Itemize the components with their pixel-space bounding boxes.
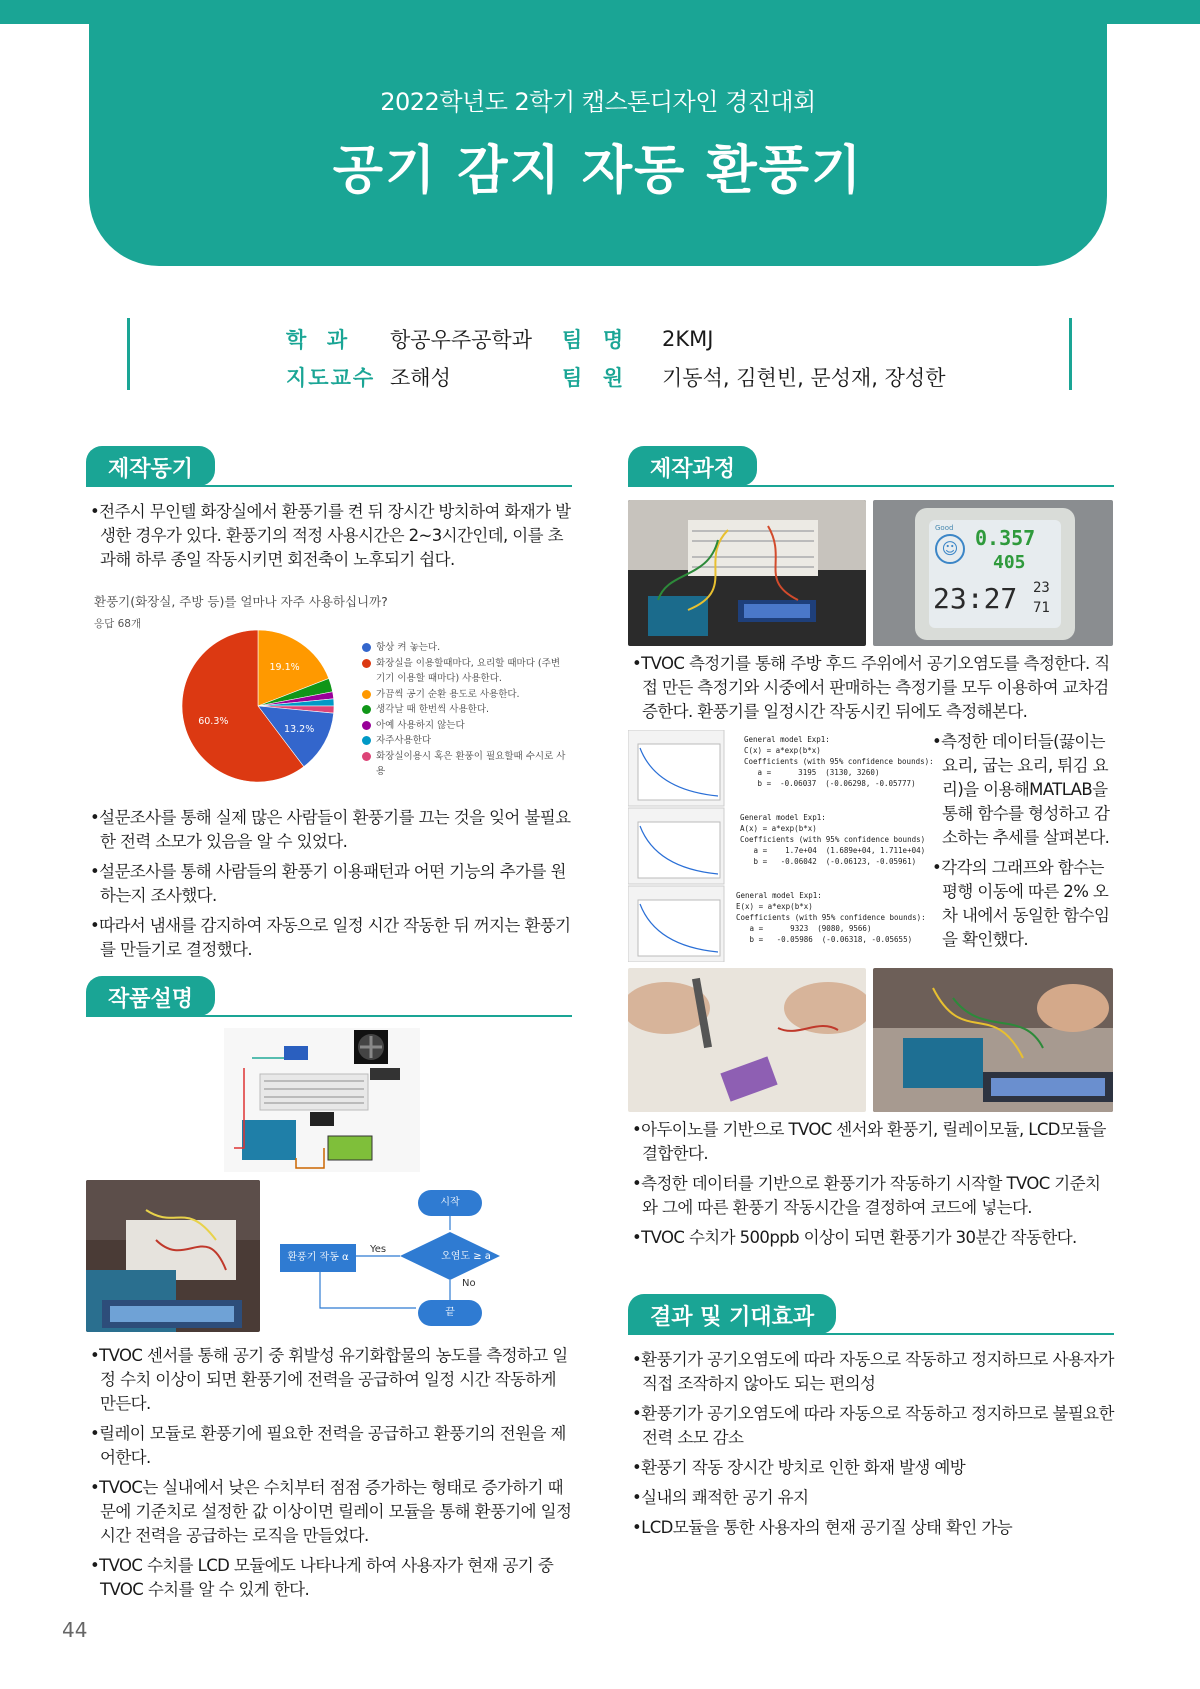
breadboard-photo bbox=[628, 500, 866, 646]
motivation-text-top bbox=[90, 500, 574, 578]
info-row-team bbox=[562, 324, 713, 354]
legend-label: 생각날 때 한번씩 사용한다. bbox=[376, 704, 490, 715]
process-p4: •TVOC 수치가 500ppb 이상이 되면 환풍기가 30분간 작동한다. bbox=[632, 1228, 1077, 1247]
matlab-fit-panel bbox=[628, 730, 934, 962]
prototype-photo bbox=[86, 1180, 260, 1332]
motivation-p4: •따라서 냄새를 감지하여 자동으로 일정 시간 작동한 뒤 꺼지는 환풍기를 만들기로 결정했다. bbox=[90, 916, 571, 959]
legend-dot bbox=[362, 752, 371, 761]
info-row-dept bbox=[286, 324, 532, 354]
description-text bbox=[90, 1344, 574, 1608]
section-description-line bbox=[86, 1015, 572, 1017]
time-reading: 23:27 bbox=[933, 582, 1018, 615]
legend-label: 항상 켜 놓는다. bbox=[376, 642, 441, 653]
legend-item bbox=[362, 702, 566, 718]
team-label: 팀 명 bbox=[562, 328, 626, 352]
team-value: 2KMJ bbox=[662, 327, 714, 351]
pie-legend bbox=[362, 640, 566, 780]
pie-slice-label: 19.1% bbox=[269, 662, 300, 674]
legend-dot bbox=[362, 705, 371, 714]
legend-label: 자주사용한다 bbox=[376, 735, 432, 746]
survey-responses: 응답 68개 bbox=[94, 618, 142, 630]
legend-item bbox=[362, 656, 566, 687]
page-number: 44 bbox=[62, 1618, 88, 1642]
matlab-notes bbox=[932, 730, 1116, 958]
dept-label: 학 과 bbox=[286, 328, 350, 352]
legend-dot bbox=[362, 690, 371, 699]
flow-start: 시작 bbox=[418, 1190, 482, 1216]
section-motivation-line bbox=[86, 485, 572, 487]
members-label: 팀 원 bbox=[562, 366, 626, 390]
results-p3: •환풍기 작동 장시간 방치로 인한 화재 발생 예방 bbox=[632, 1458, 966, 1477]
motivation-text-bottom bbox=[90, 806, 574, 968]
flow-action: 환풍기 작동 α bbox=[280, 1244, 356, 1272]
legend-item bbox=[362, 640, 566, 656]
matlab-note-2: •각각의 그래프와 함수는 평행 이동에 따른 2% 오차 내에서 동일한 함수임을 확인했다. bbox=[932, 858, 1110, 949]
results-p1: •환풍기가 공기오염도에 따라 자동으로 작동하고 정지하므로 사용자가 직접 조작하지 않아도 되는 편의성 bbox=[632, 1350, 1114, 1393]
legend-dot bbox=[362, 659, 371, 668]
info-bar-left bbox=[127, 318, 130, 390]
monitor-body bbox=[915, 508, 1075, 640]
legend-item bbox=[362, 687, 566, 703]
flow-end: 끝 bbox=[418, 1300, 482, 1326]
legend-dot bbox=[362, 736, 371, 745]
members-value: 기동석, 김현빈, 문성재, 장성한 bbox=[662, 366, 946, 390]
header-banner bbox=[89, 0, 1107, 266]
process-p1: •TVOC 측정기를 통해 주방 후드 주위에서 공기오염도를 측정한다. 직접 만든 측정기와 시중에서 판매하는 측정기를 모두 이용하여 교차검증한다. 환풍기를 일정시간 작동시킨 뒤에도 측정해본다. bbox=[632, 654, 1110, 721]
survey-pie-chart bbox=[178, 626, 338, 786]
legend-item bbox=[362, 718, 566, 734]
temp-reading: 23 bbox=[1033, 580, 1050, 596]
flow-yes: Yes bbox=[370, 1244, 387, 1255]
info-bar-right bbox=[1069, 318, 1072, 390]
description-p1: •TVOC 센서를 통해 공기 중 휘발성 유기화합물의 농도를 측정하고 일정 수치 이상이 되면 환풍기에 전력을 공급하여 일정 시간 작동하게 만든다. bbox=[90, 1346, 568, 1413]
section-process: 제작과정 bbox=[628, 446, 757, 486]
legend-label: 가끔씩 공기 순환 용도로 사용한다. bbox=[376, 688, 520, 700]
section-results: 결과 및 기대효과 bbox=[628, 1294, 836, 1334]
matlab-fit-plots bbox=[628, 730, 728, 962]
pie-slice-label: 60.3% bbox=[198, 715, 229, 727]
legend-dot bbox=[362, 643, 371, 652]
section-results-line bbox=[628, 1333, 1114, 1335]
matlab-fit-2: General model Exp1: A(x) = a*exp(b*x) Coefficients (with 95% confidence bounds) a = 1.7e+04 (1.689e+04, 1.711e+04) b = -0.06042 (-0.06123, -0.05961) bbox=[740, 813, 926, 866]
circuit-diagram bbox=[224, 1028, 420, 1172]
assembly-photo bbox=[873, 968, 1113, 1112]
co2-reading: 405 bbox=[993, 552, 1026, 573]
legend-item bbox=[362, 749, 566, 780]
flow-condition: 오염도 ≥ a bbox=[441, 1251, 491, 1262]
motivation-p1: •전주시 무인텔 화장실에서 환풍기를 켠 뒤 장시간 방치하여 화재가 발생한 경우가 있다. 환풍기의 적정 사용시간은 2~3시간인데, 이를 초과해 하루 종일 작동시키면 회전축이 노후되기 쉽다. bbox=[90, 502, 571, 569]
tvoc-reading: 0.357 bbox=[975, 526, 1036, 550]
matlab-fit-3: General model Exp1: E(x) = a*exp(b*x) Coefficients (with 95% confidence bounds): a = 9323 (9080, 9566) b = -0.05986 (-0.06318, -0.05655) bbox=[736, 891, 926, 944]
pie-slice-label: 13.2% bbox=[284, 723, 315, 735]
dept-value: 항공우주공학과 bbox=[390, 328, 533, 352]
description-p3: •TVOC는 실내에서 낮은 수치부터 점점 증가하는 형태로 증가하기 때문에 기준치로 설정한 값 이상이면 릴레이 모듈을 통해 환풍기에 일정시간 전력을 공급하는 로직을 만들었다. bbox=[90, 1478, 572, 1545]
description-p2: •릴레이 모듈로 환풍기에 필요한 전력을 공급하고 환풍기의 전원을 제어한다. bbox=[90, 1424, 566, 1467]
process-text-2 bbox=[632, 1118, 1114, 1256]
section-motivation: 제작동기 bbox=[86, 446, 215, 486]
results-p5: •LCD모듈을 통한 사용자의 현재 공기질 상태 확인 가능 bbox=[632, 1518, 1013, 1537]
matlab-note-1: •측정한 데이터들(끓이는 요리, 굽는 요리, 튀김 요리)을 이용해MATLAB을 통해 함수를 형성하고 감소하는 추세를 살펴본다. bbox=[932, 732, 1110, 847]
page-title: 공기 감지 자동 환풍기 bbox=[332, 141, 864, 201]
motivation-p3: •설문조사를 통해 사람들의 환풍기 이용패턴과 어떤 기능의 추가를 원하는지 조사했다. bbox=[90, 862, 566, 905]
advisor-value: 조해성 bbox=[390, 366, 451, 390]
info-row-advisor bbox=[286, 362, 451, 392]
legend-label: 아예 사용하지 않는다 bbox=[376, 719, 465, 731]
description-p4: •TVOC 수치를 LCD 모듈에도 나타나게 하여 사용자가 현재 공기 중 TVOC 수치를 알 수 있게 한다. bbox=[90, 1556, 554, 1599]
smiley-icon: ☺ bbox=[935, 534, 965, 564]
contest-subtitle: 2022학년도 2학기 캡스톤디자인 경진대회 bbox=[380, 88, 816, 116]
info-row-members bbox=[562, 362, 945, 392]
legend-label: 화장실이용시 혹은 환풍이 필요할때 수시로 사용 bbox=[376, 750, 566, 777]
survey-question: 환풍기(화장실, 주방 등)를 얼마나 자주 사용하십니까? bbox=[94, 594, 388, 609]
section-description: 작품설명 bbox=[86, 976, 215, 1016]
legend-item bbox=[362, 733, 566, 749]
results-text bbox=[632, 1348, 1114, 1546]
humidity-reading: 71 bbox=[1033, 600, 1050, 616]
legend-dot bbox=[362, 721, 371, 730]
advisor-label: 지도교수 bbox=[286, 366, 376, 390]
flow-no: No bbox=[462, 1278, 476, 1289]
process-text-1 bbox=[632, 652, 1114, 730]
monitor-brand: Good bbox=[935, 524, 954, 532]
legend-label: 화장실을 이용할때마다, 요리할 때마다 (주변 기기 이용할 때마다) 사용한다. bbox=[376, 657, 560, 684]
matlab-fit-1: General model Exp1: C(x) = a*exp(b*x) Coefficients (with 95% confidence bounds): a = 3195 (3130, 3260) b = -0.06037 (-0.06298, -0.05777) bbox=[744, 735, 934, 788]
process-p2: •아두이노를 기반으로 TVOC 센서와 환풍기, 릴레이모듈, LCD모듈을 결합한다. bbox=[632, 1120, 1106, 1163]
process-p3: •측정한 데이터를 기반으로 환풍기가 작동하기 시작할 TVOC 기준치와 그에 따른 환풍기 작동시간을 결정하여 코드에 넣는다. bbox=[632, 1174, 1101, 1217]
results-p4: •실내의 쾌적한 공기 유지 bbox=[632, 1488, 809, 1507]
section-process-line bbox=[628, 485, 1114, 487]
soldering-photo bbox=[628, 968, 866, 1112]
motivation-p2: •설문조사를 통해 실제 많은 사람들이 환풍기를 끄는 것을 잊어 불필요한 전력 소모가 있음을 알 수 있었다. bbox=[90, 808, 571, 851]
results-p2: •환풍기가 공기오염도에 따라 자동으로 작동하고 정지하므로 불필요한 전력 소모 감소 bbox=[632, 1404, 1114, 1447]
monitor-screen bbox=[929, 520, 1061, 628]
air-monitor-photo bbox=[873, 500, 1113, 646]
